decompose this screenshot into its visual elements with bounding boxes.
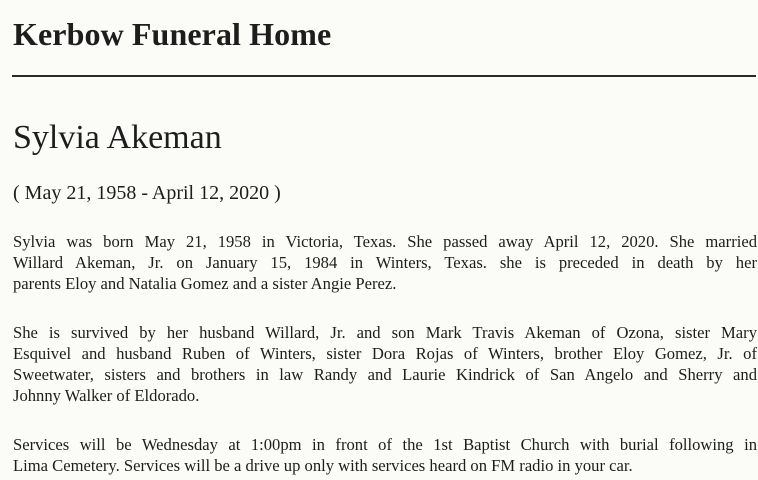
paragraph-line: Services will be Wednesday at 1:00pm in front of the 1st Baptist Church with burial following in [13,435,757,454]
paragraph-line: Willard Akeman, Jr. on January 15, 1984 in Winters, Texas. she is preceded in death by her [13,253,757,272]
paragraph-line: Sylvia was born May 21, 1958 in Victoria, Texas. She passed away April 12, 2020. She married [13,232,757,251]
obituary-paragraph-birth [13,231,757,294]
deceased-name: Sylvia Akeman [13,119,222,156]
paragraph-line: parents Eloy and Natalia Gomez and a sister Angie Perez. [13,274,397,293]
funeral-home-title: Kerbow Funeral Home [13,16,332,52]
paragraph-line: Lima Cemetery. Services will be a drive up only with services heard on FM radio in your car. [13,456,633,475]
obituary-paragraph-services [13,434,757,476]
paragraph-line: She is survived by her husband Willard, Jr. and son Mark Travis Akeman of Ozona, sister Mary [13,323,757,342]
paragraph-line: Esquivel and husband Ruben of Winters, sister Dora Rojas of Winters, brother Eloy Gomez, Jr. of [13,344,757,363]
life-dates: ( May 21, 1958 - April 12, 2020 ) [13,182,281,204]
paragraph-line: Johnny Walker of Eldorado. [13,386,200,405]
header-divider [12,75,756,77]
paragraph-line: Sweetwater, sisters and brothers in law Randy and Laurie Kindrick of San Angelo and Sherry and [13,365,757,384]
obituary-paragraph-survivors [13,322,757,406]
